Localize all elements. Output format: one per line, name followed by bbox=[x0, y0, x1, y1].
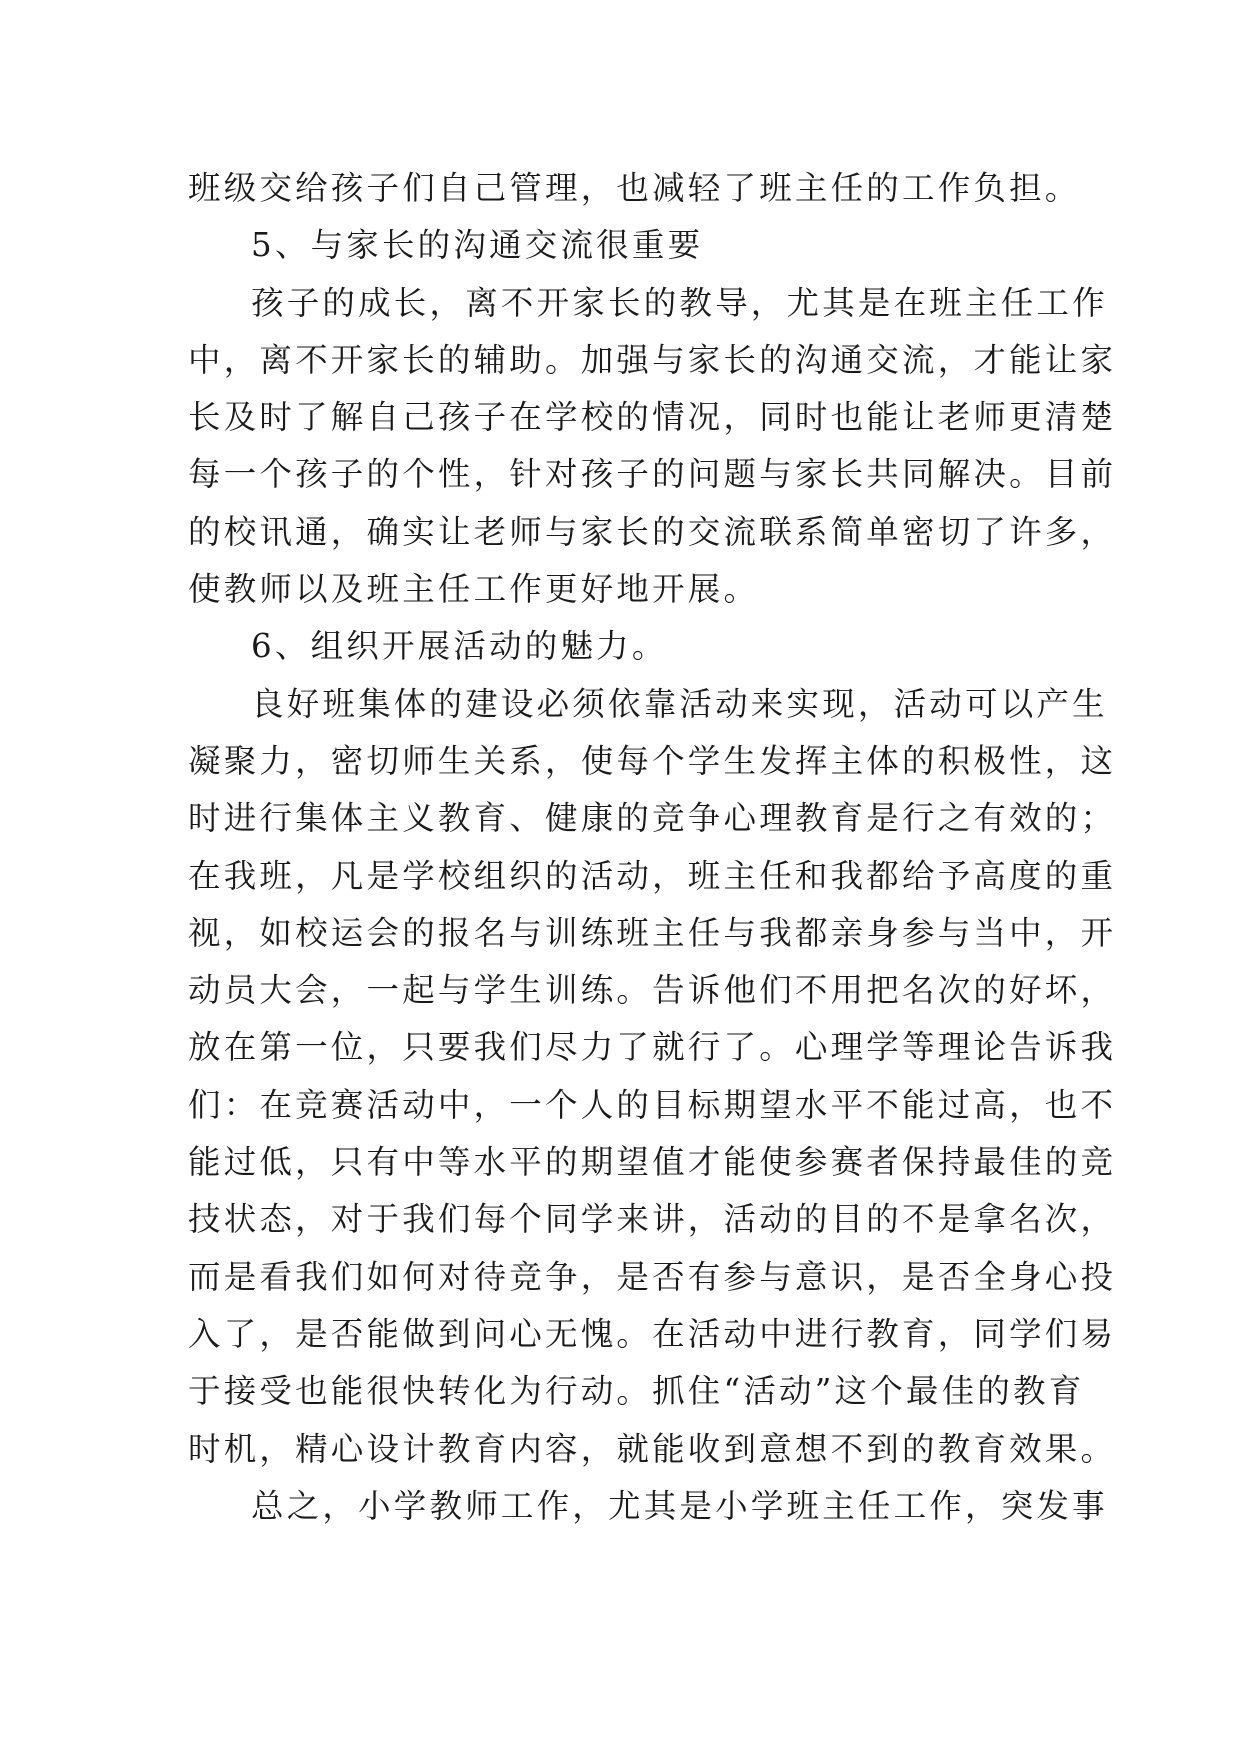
text-line: 时进行集体主义教育、健康的竞争心理教育是行之有效的； bbox=[188, 799, 1117, 838]
text-line: 总之，小学教师工作，尤其是小学班主任工作，突发事 bbox=[251, 1486, 1108, 1525]
text-line: 每一个孩子的个性，针对孩子的问题与家长共同解决。目前 bbox=[188, 455, 1117, 494]
text-line: 在我班，凡是学校组织的活动，班主任和我都给予高度的重 bbox=[188, 856, 1117, 895]
text-line: 6、组织开展活动的魅力。 bbox=[251, 627, 668, 666]
text-line: 使教师以及班主任工作更好地开展。 bbox=[188, 570, 760, 609]
text-line: 长及时了解自己孩子在学校的情况，同时也能让老师更清楚 bbox=[188, 398, 1117, 437]
text-line: 入了，是否能做到问心无愧。在活动中进行教育，同学们易 bbox=[188, 1314, 1117, 1353]
text-line: 时机，精心设计教育内容，就能收到意想不到的教育效果。 bbox=[188, 1429, 1117, 1468]
document-body bbox=[188, 160, 1117, 1535]
text-line: 班级交给孩子们自己管理，也减轻了班主任的工作负担。 bbox=[188, 169, 1081, 207]
text-line: 于接受也能很快转化为行动。抓住“活动”这个最佳的教育 bbox=[188, 1372, 1085, 1411]
text-line: 5、与家长的沟通交流很重要 bbox=[251, 226, 704, 265]
text-line: 放在第一位，只要我们尽力了就行了。心理学等理论告诉我 bbox=[188, 1028, 1117, 1067]
text-line: 能过低，只有中等水平的期望值才能使参赛者保持最佳的竞 bbox=[188, 1143, 1117, 1182]
text-line: 们：在竞赛活动中，一个人的目标期望水平不能过高，也不 bbox=[188, 1085, 1117, 1124]
text-line: 的校讯通，确实让老师与家长的交流联系简单密切了许多， bbox=[188, 512, 1117, 551]
text-line: 凝聚力，密切师生关系，使每个学生发挥主体的积极性，这 bbox=[188, 741, 1117, 780]
text-line: 视，如校运会的报名与训练班主任与我都亲身参与当中，开 bbox=[188, 913, 1117, 952]
text-line: 孩子的成长，离不开家长的教导，尤其是在班主任工作 bbox=[251, 283, 1108, 322]
text-line: 良好班集体的建设必须依靠活动来实现，活动可以产生 bbox=[251, 684, 1108, 723]
text-line: 中，离不开家长的辅助。加强与家长的沟通交流，才能让家 bbox=[188, 340, 1117, 379]
text-line: 动员大会，一起与学生训练。告诉他们不用把名次的好坏， bbox=[188, 971, 1117, 1010]
text-line: 技状态，对于我们每个同学来讲，活动的目的不是拿名次， bbox=[188, 1200, 1117, 1239]
text-line: 而是看我们如何对待竞争，是否有参与意识，是否全身心投 bbox=[188, 1257, 1117, 1296]
